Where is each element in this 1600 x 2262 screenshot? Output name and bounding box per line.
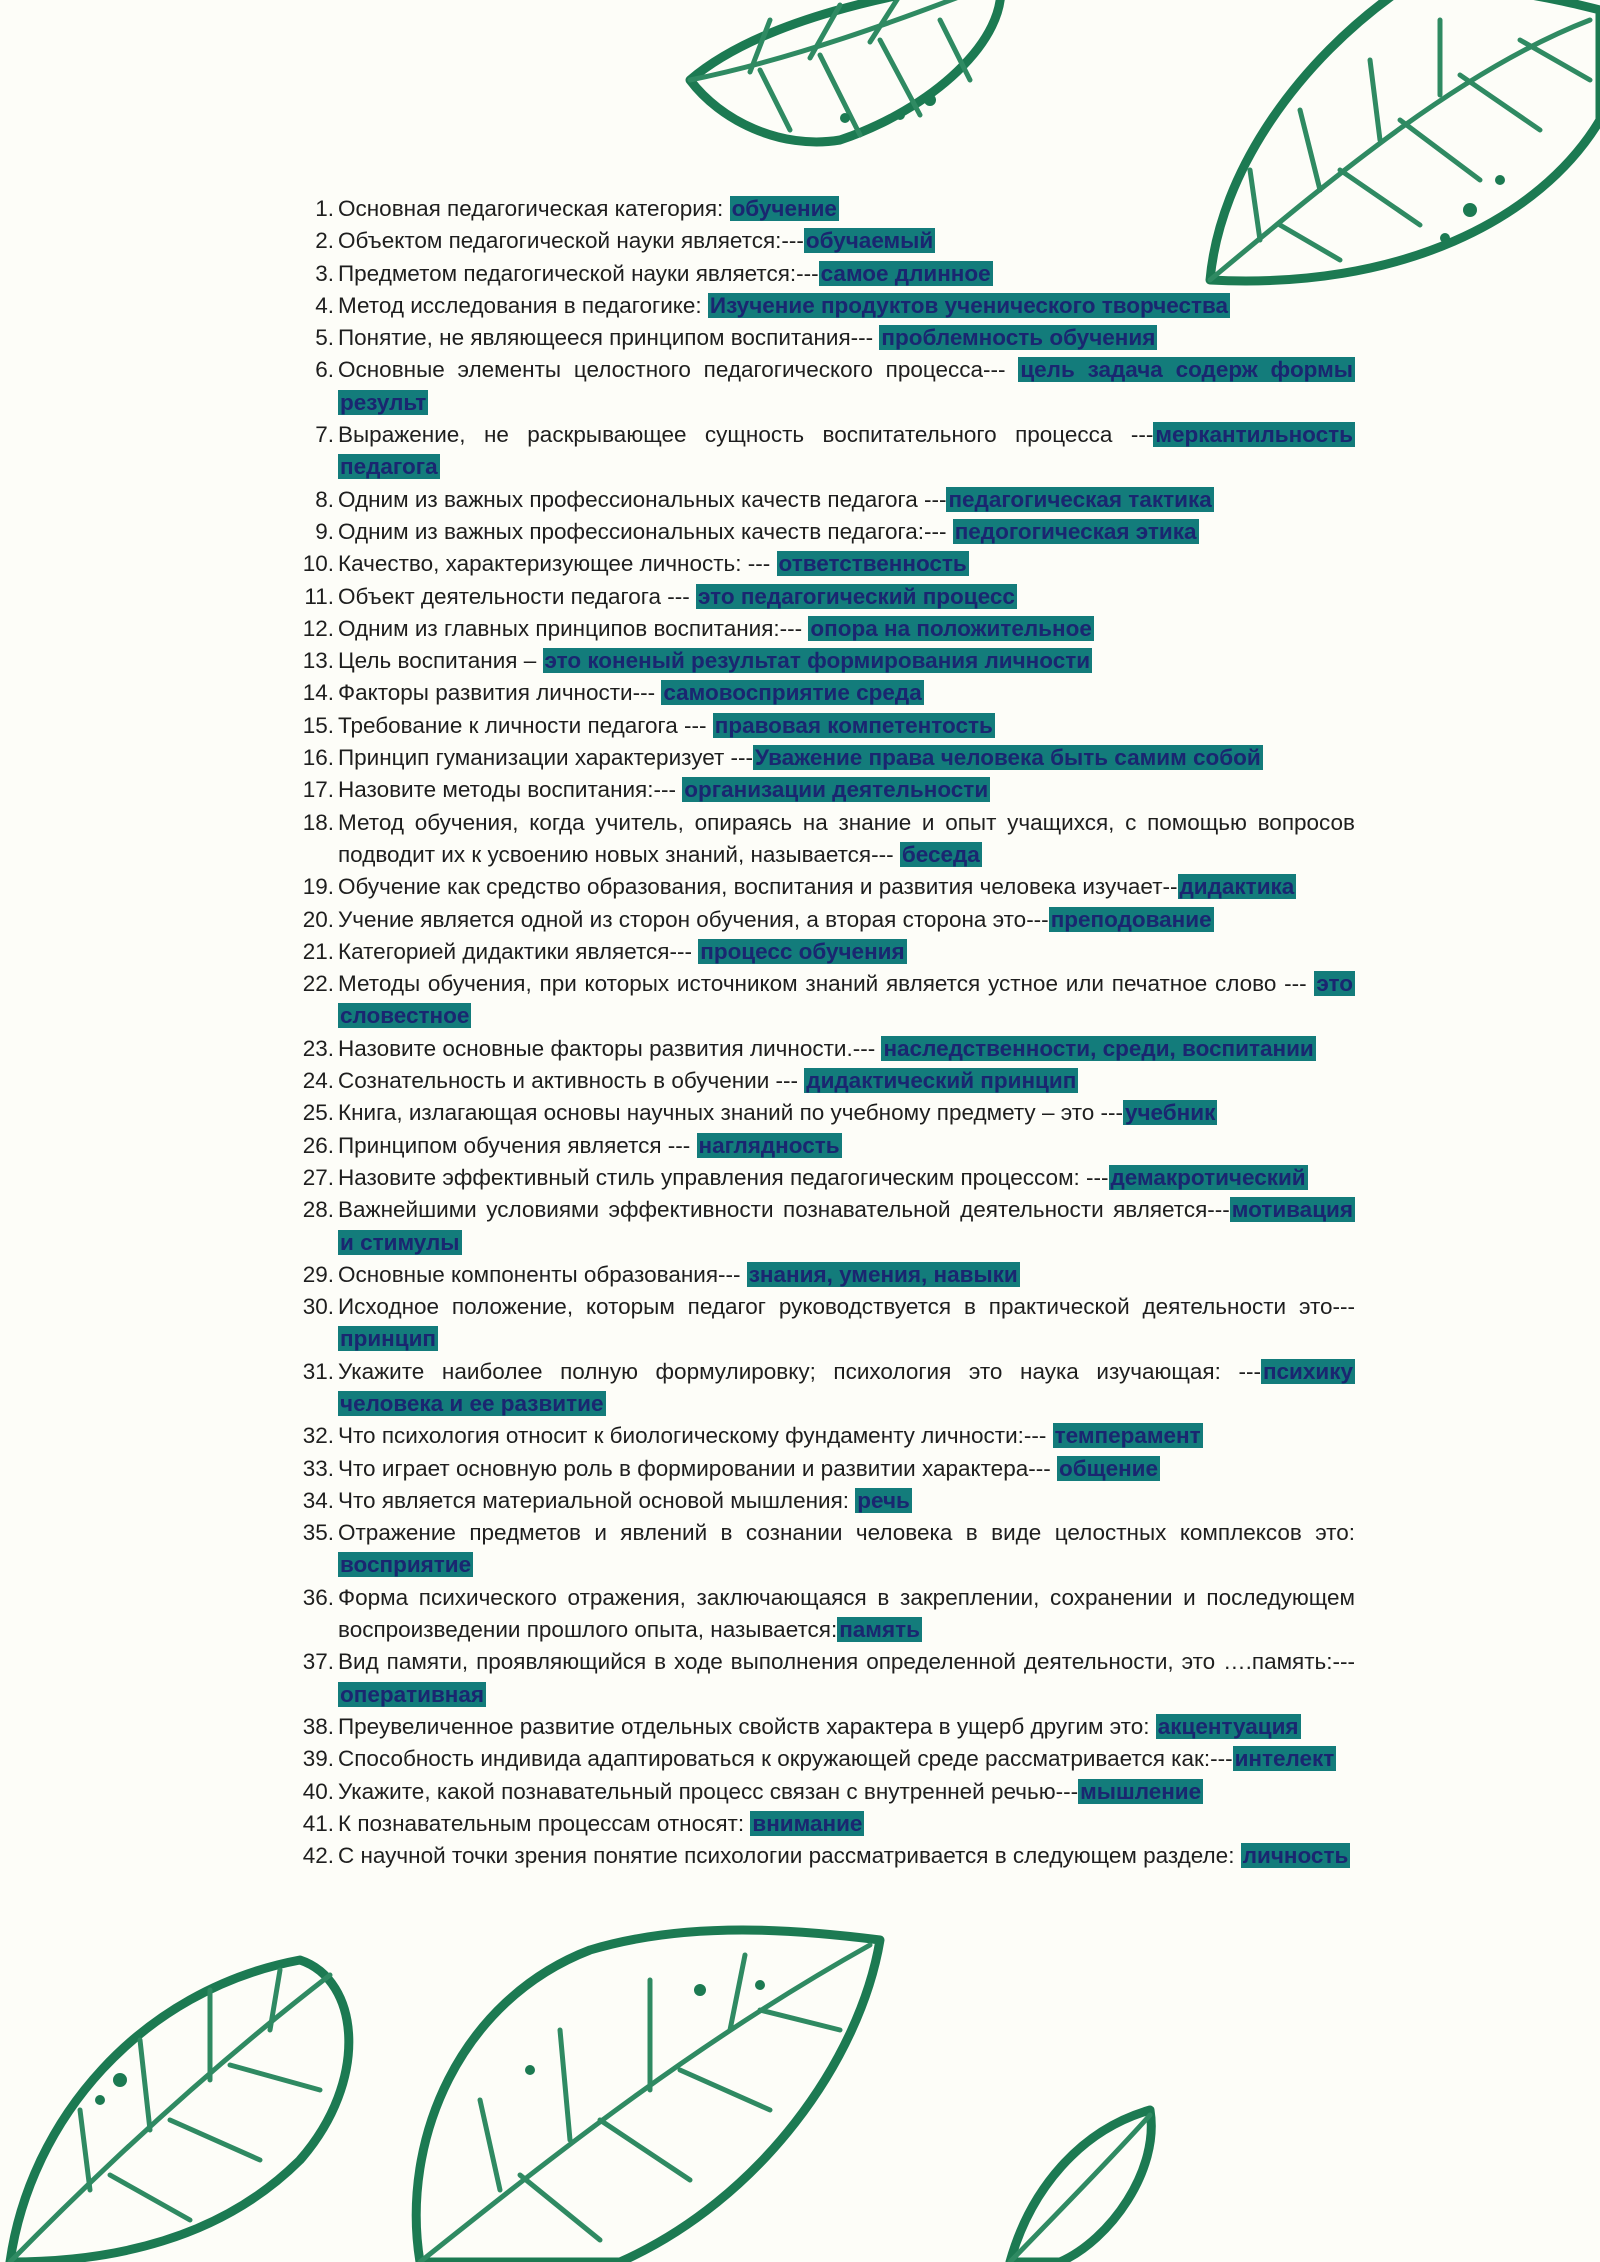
answer-highlight: речь [857, 1487, 910, 1513]
question-number: 37 . [290, 1646, 334, 1678]
question-item [290, 807, 1355, 872]
question-number: 40 . [290, 1776, 334, 1808]
question-number: 34 . [290, 1485, 334, 1517]
question-item [290, 484, 1355, 516]
question-text: Категорией дидактики является--- [338, 938, 699, 964]
question-text: Объект деятельности педагога --- [338, 583, 696, 609]
question-item [290, 742, 1355, 774]
question-number: 20 . [290, 904, 334, 936]
question-text: С научной точки зрения понятие психологии рассматривается в следующем разделе: [338, 1843, 1241, 1869]
question-number: 2 . [290, 225, 334, 257]
answer-highlight: это педагогический процесс [697, 583, 1015, 609]
question-text: Вид памяти, проявляющийся в ходе выполнения определенной деятельности, это ….память:--- [338, 1649, 1355, 1675]
question-item [290, 1291, 1355, 1356]
question-item [290, 548, 1355, 580]
question-number: 6 . [290, 354, 334, 386]
question-text: Предметом педагогической науки является:--- [338, 260, 819, 286]
question-item [290, 1743, 1355, 1775]
question-number: 28 . [290, 1194, 334, 1226]
question-number: 35 . [290, 1517, 334, 1549]
question-number: 12 . [290, 613, 334, 645]
question-number: 29 . [290, 1259, 334, 1291]
answer-highlight: самовосприятие среда [663, 680, 922, 706]
question-number: 7 . [290, 419, 334, 451]
answer-highlight: оперативная [340, 1681, 485, 1707]
answer-highlight: преподование [1050, 906, 1212, 932]
answer-highlight: меркантильность педагога [340, 422, 1353, 480]
answer-highlight: проблемность обучения [881, 325, 1156, 351]
question-text: Факторы развития личности--- [338, 680, 662, 706]
question-number: 24 . [290, 1065, 334, 1097]
question-number: 25 . [290, 1097, 334, 1129]
answer-highlight: это коненый результат формирования личности [544, 648, 1091, 674]
question-text: Одним из важных профессиональных качеств педагога:--- [338, 518, 953, 544]
answer-highlight: темперамент [1054, 1423, 1201, 1449]
question-item [290, 1582, 1355, 1647]
question-text: Укажите, какой познавательный процесс связан с внутренней речью--- [338, 1778, 1079, 1804]
answer-highlight: восприятие [340, 1552, 472, 1578]
question-item [290, 1033, 1355, 1065]
question-item [290, 1065, 1355, 1097]
question-item [290, 968, 1355, 1033]
question-item [290, 1517, 1355, 1582]
question-text: Одним из важных профессиональных качеств педагога --- [338, 486, 947, 512]
question-number: 39 . [290, 1743, 334, 1775]
question-item [290, 774, 1355, 806]
question-text: Исходное положение, которым педагог руководствуется в практической деятельности это--- [338, 1294, 1355, 1320]
answer-highlight: принцип [340, 1326, 437, 1352]
question-number: 42 . [290, 1840, 334, 1872]
question-text: К познавательным процессам относят: [338, 1810, 751, 1836]
question-text: Важнейшими условиями эффективности познавательной деятельности является--- [338, 1197, 1230, 1223]
answer-highlight: опора на положительное [810, 615, 1092, 641]
question-text: Цель воспитания – [338, 648, 543, 674]
question-text: Выражение, не раскрывающее сущность воспитательного процесса --- [338, 422, 1154, 448]
question-item [290, 1840, 1355, 1872]
answer-highlight: это словестное [340, 971, 1353, 1029]
question-text: Что играет основную роль в формировании и развитии характера--- [338, 1455, 1057, 1481]
question-number: 5 . [290, 322, 334, 354]
answer-highlight: наглядность [698, 1132, 840, 1158]
answer-highlight: цель задача содерж формы результ [340, 357, 1353, 415]
question-item [290, 1711, 1355, 1743]
answer-highlight: наследственности, среди, воспитании [883, 1035, 1314, 1061]
question-number: 22 . [290, 968, 334, 1000]
answer-highlight: мотивация и стимулы [340, 1197, 1353, 1255]
question-text: Методы обучения, при которых источником знаний является устное или печатное слово --- [338, 971, 1315, 997]
question-item [290, 419, 1355, 484]
question-text: Назовите основные факторы развития личности.--- [338, 1035, 882, 1061]
question-text: Принципом обучения является --- [338, 1132, 697, 1158]
answer-highlight: память [839, 1617, 920, 1643]
question-text: Одним из главных принципов воспитания:--- [338, 615, 809, 641]
question-text: Метод исследования в педагогике: [338, 292, 708, 318]
question-item [290, 1097, 1355, 1129]
answer-highlight: общение [1058, 1455, 1159, 1481]
answer-highlight: дидактика [1179, 874, 1295, 900]
question-number: 13 . [290, 645, 334, 677]
answer-highlight: самое длинное [820, 260, 991, 286]
answer-highlight: ответственность [778, 551, 967, 577]
question-text: Обучение как средство образования, воспитания и развития человека изучает-- [338, 874, 1178, 900]
question-text: Назовите эффективный стиль управления педагогическим процессом: --- [338, 1164, 1109, 1190]
answer-highlight: педагогическая тактика [948, 486, 1212, 512]
question-item [290, 1162, 1355, 1194]
question-text: Учение является одной из сторон обучения, а вторая сторона это--- [338, 906, 1049, 932]
question-item [290, 1808, 1355, 1840]
answer-highlight: акцентуация [1157, 1713, 1299, 1739]
question-text: Метод обучения, когда учитель, опираясь на знание и опыт учащихся, с помощью вопросов подводит их к усвоению новых знаний, называется--- [338, 809, 1355, 867]
question-text: Основная педагогическая категория: [338, 196, 730, 221]
question-item [290, 516, 1355, 548]
question-text: Основные элементы целостного педагогического процесса--- [338, 357, 1019, 383]
question-number: 8 . [290, 484, 334, 516]
question-item [290, 710, 1355, 742]
question-number: 30 . [290, 1291, 334, 1323]
question-text: Что психология относит к биологическому фундаменту личности:--- [338, 1423, 1053, 1449]
answer-highlight: учебник [1124, 1100, 1216, 1126]
question-number: 26 . [290, 1130, 334, 1162]
question-text: Требование к личности педагога --- [338, 712, 713, 738]
question-text: Форма психического отражения, заключающаяся в закреплении, сохранении и последующем воспроизведении прошлого опыта, называется: [338, 1584, 1355, 1643]
question-number: 31 . [290, 1356, 334, 1388]
question-item [290, 904, 1355, 936]
answer-highlight: обучение [731, 196, 837, 221]
question-text: Что является материальной основой мышления: [338, 1487, 856, 1513]
question-text: Качество, характеризующее личность: --- [338, 551, 777, 577]
question-text: Сознательность и активность в обучении --- [338, 1068, 805, 1094]
question-text: Основные компоненты образования--- [338, 1261, 747, 1287]
answer-highlight: Изучение продуктов ученического творчества [709, 292, 1229, 318]
question-number: 41 . [290, 1808, 334, 1840]
answer-highlight: мышление [1080, 1778, 1202, 1804]
question-item [290, 1485, 1355, 1517]
question-item [290, 1646, 1355, 1711]
question-number: 14 . [290, 677, 334, 709]
question-number: 36 . [290, 1582, 334, 1614]
question-text: Отражение предметов и явлений в сознании человека в виде целостных комплексов это: [338, 1520, 1355, 1546]
question-item [290, 613, 1355, 645]
question-number: 15 . [290, 710, 334, 742]
leaf-icon [690, 0, 1001, 142]
question-item [290, 1259, 1355, 1291]
question-list [290, 193, 1355, 1872]
answer-highlight: педогогическая этика [954, 518, 1197, 544]
question-text: Способность индивида адаптироваться к окружающей среде рассматривается как:--- [338, 1746, 1233, 1772]
answer-highlight: правовая компетентость [714, 712, 993, 738]
answer-highlight: организации деятельности [684, 777, 989, 803]
question-item [290, 1356, 1355, 1421]
question-item [290, 322, 1355, 354]
question-number: 17 . [290, 774, 334, 806]
question-item [290, 1194, 1355, 1259]
question-number: 38 . [290, 1711, 334, 1743]
question-item [290, 936, 1355, 968]
question-item [290, 871, 1355, 903]
question-number: 4 . [290, 290, 334, 322]
question-number: 27 . [290, 1162, 334, 1194]
leaf-icon [416, 1930, 880, 2262]
question-number: 18 . [290, 807, 334, 839]
question-item [290, 193, 1355, 225]
answer-highlight: обучаемый [805, 228, 934, 254]
answer-highlight: процесс обучения [700, 938, 905, 964]
question-item [290, 290, 1355, 322]
question-number: 1 . [290, 193, 334, 225]
question-text: Книга, излагающая основы научных знаний по учебному предмету – это --- [338, 1100, 1123, 1126]
question-item [290, 1453, 1355, 1485]
question-text: Назовите методы воспитания:--- [338, 777, 683, 803]
answer-highlight: знания, умения, навыки [748, 1261, 1018, 1287]
question-number: 11 . [290, 581, 334, 613]
answer-highlight: демакротический [1110, 1164, 1306, 1190]
question-text: Понятие, не являющееся принципом воспитания--- [338, 325, 880, 351]
answer-highlight: Уважение права человека быть самим собой [755, 745, 1261, 771]
question-item [290, 581, 1355, 613]
answer-highlight: личность [1242, 1843, 1349, 1869]
question-number: 21 . [290, 936, 334, 968]
question-number: 33 . [290, 1453, 334, 1485]
question-number: 9 . [290, 516, 334, 548]
question-item [290, 1776, 1355, 1808]
leaf-icon [1010, 2110, 1151, 2262]
question-item [290, 258, 1355, 290]
question-item [290, 354, 1355, 419]
question-text: Объектом педагогической науки является:--- [338, 228, 804, 254]
answer-highlight: дидактический принцип [806, 1068, 1077, 1094]
question-number: 16 . [290, 742, 334, 774]
question-text: Преувеличенное развитие отдельных свойств характера в ущерб другим это: [338, 1713, 1156, 1739]
answer-highlight: внимание [752, 1810, 863, 1836]
question-item [290, 1130, 1355, 1162]
leaf-icon [10, 1960, 349, 2262]
question-number: 10 . [290, 548, 334, 580]
question-number: 32 . [290, 1420, 334, 1452]
question-text: Укажите наиболее полную формулировку; психология это наука изучающая: --- [338, 1358, 1261, 1384]
answer-highlight: психику человека и ее развитие [340, 1358, 1353, 1416]
answer-highlight: беседа [901, 841, 980, 867]
answer-highlight: интелект [1234, 1746, 1335, 1772]
question-number: 19 . [290, 871, 334, 903]
question-number: 23 . [290, 1033, 334, 1065]
question-text: Принцип гуманизации характеризует --- [338, 745, 753, 771]
question-item [290, 1420, 1355, 1452]
question-item [290, 225, 1355, 257]
question-item [290, 645, 1355, 677]
question-item [290, 677, 1355, 709]
question-number: 3 . [290, 258, 334, 290]
